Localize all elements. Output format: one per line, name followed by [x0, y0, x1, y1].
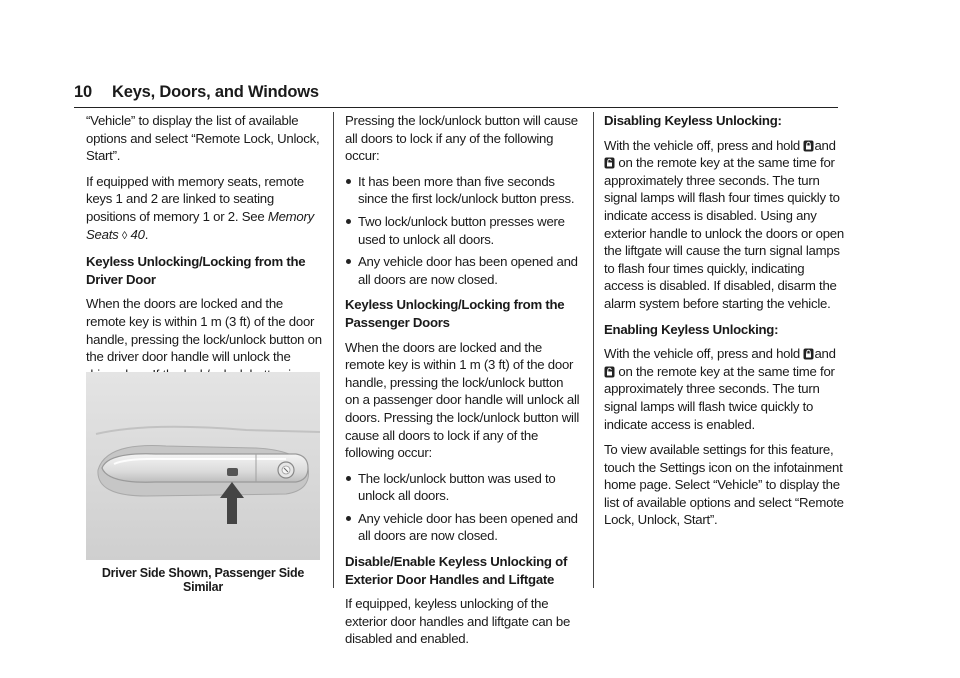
paragraph: To view available settings for this feature, touch the Settings icon on the infotainment home page. Select “Vehicle” to display the list of available options and select “Remote Lock, Unlock, Start”.: [604, 442, 844, 528]
unlock-key-icon: [604, 366, 615, 378]
heading-passenger-doors: Keyless Unlocking/Locking from the Passenger Doors: [345, 297, 565, 330]
paragraph: When the doors are locked and the remote key is within 1 m (3 ft) of the door handle, pressing the lock/unlock button on the driver door handle will unlock the: [86, 296, 322, 365]
paragraph: If equipped, keyless unlocking of the exterior door handles and liftgate can be disabled and enabled.: [345, 596, 571, 647]
page-header: [74, 80, 838, 108]
memory-seats-link[interactable]: Memory Seats: [86, 208, 314, 242]
page-ref-icon: ◊: [121, 229, 128, 242]
bullet-list: [345, 173, 580, 289]
door-handle-illustration: [86, 372, 320, 560]
list-item: It has been more than five seconds since the first lock/unlock button press.: [345, 173, 580, 208]
paragraph-memory-seats: If equipped with memory seats, remote keys 1 and 2 are linked to seating positions of memory 1 or 2. See Memory Seats ◊ 40.: [86, 173, 314, 242]
memory-seats-page[interactable]: 40: [130, 226, 145, 242]
heading-enabling: Enabling Keyless Unlocking:: [604, 321, 779, 337]
list-item: The lock/unlock button was used to unlock all doors.: [345, 470, 580, 505]
section-title: Keys, Doors, and Windows: [112, 83, 319, 101]
page-number: 10: [74, 83, 92, 101]
lock-key-icon: [803, 348, 814, 360]
column-divider: [333, 112, 334, 588]
bullet-list: [345, 470, 580, 545]
list-item: Two lock/unlock button presses were used to unlock all doors.: [345, 213, 580, 248]
column-divider: [593, 112, 594, 588]
paragraph-enabling: With the vehicle off, press and hold and on the remote key at the same time for approximately three seconds. The turn signal lamps will flash twice quickly to indicate access is enabled.: [604, 346, 836, 432]
bullet-icon: [346, 259, 351, 264]
paragraph: When the doors are locked and the remote key is within 1 m (3 ft) of the door handle, pressing the lock/unlock button on a passenger door handle will unlock all doors. Pressing the lock/unlock button will cause all doors to lock if any of the following occur:: [345, 339, 580, 461]
bullet-icon: [346, 219, 351, 224]
figure-caption: Driver Side Shown, Passenger Side Similar: [101, 566, 305, 594]
lock-key-icon: [803, 140, 814, 152]
bullet-icon: [346, 476, 351, 481]
paragraph: “Vehicle” to display the list of available options and select “Remote Lock, Unlock, Start”.: [86, 113, 320, 164]
door-handle-drawing: [86, 372, 320, 560]
column-2: [345, 112, 580, 656]
bullet-icon: [346, 179, 351, 184]
bullet-icon: [346, 516, 351, 521]
unlock-key-icon: [604, 157, 615, 169]
paragraph-disabling: With the vehicle off, press and hold and on the remote key at the same time for approximately three seconds. The turn signal lamps will flash four times quickly to indicate access is disabled. Using any exterior handle to unlock the doors or open the liftgate will cause the turn signal lamps to flash four times quickly, indicating access is disabled. If disabled, disarm the alarm system before starting the vehicle.: [604, 137, 844, 311]
list-item: Any vehicle door has been opened and all doors are now closed.: [345, 253, 580, 288]
paragraph: Pressing the lock/unlock button will cause all doors to lock if any of the following occur:: [345, 113, 578, 164]
heading-disable-enable: Disable/Enable Keyless Unlocking of Exterior Door Handles and Liftgate: [345, 554, 568, 587]
heading-driver-door: Keyless Unlocking/Locking from the Driver Door: [86, 254, 306, 287]
list-item: Any vehicle door has been opened and all doors are now closed.: [345, 510, 580, 545]
heading-disabling: Disabling Keyless Unlocking:: [604, 113, 782, 128]
column-3: [604, 112, 846, 537]
